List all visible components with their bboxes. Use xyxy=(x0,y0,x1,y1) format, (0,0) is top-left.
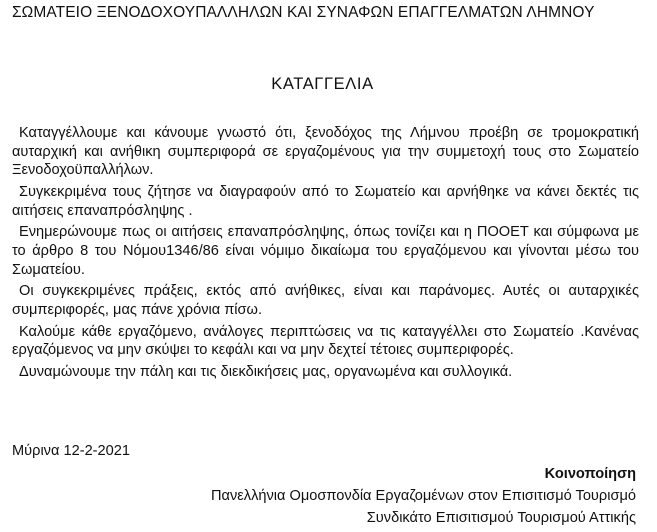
organization-name: ΣΩΜΑΤΕΙΟ ΞΕΝΟΔΟΧΟΥΠΑΛΛΗΛΩΝ ΚΑΙ ΣΥΝΑΦΩΝ ΕΠΑΓΓΕΛΜΑΤΩΝ ΛΗΜΝΟΥ xyxy=(12,4,595,21)
cc-title: Κοινοποίηση xyxy=(544,466,636,482)
document-date: Μύρινα 12-2-2021 xyxy=(12,443,131,459)
cc-recipient: Πανελλήνια Ομοσπονδία Εργαζομένων στον Επισιτισμό Τουρισμό xyxy=(211,488,636,504)
paragraph-complaint: Καταγγέλλουμε και κάνουμε γνωστό ότι, ξενοδόχος της Λήμνου προέβη σε τρομοκρατική αυταρχική και ανήθικη συμπεριφορά σε εργαζομένους για την συμμετοχή τους στο Σωματείο Ξενοδοχοϋπαλλήλων. xyxy=(12,125,639,179)
paragraph-legal-right: Ενημερώνουμε πως οι αιτήσεις επαναπρόσληψης, όπως τονίζει και η ΠΟΟΕΤ και σύμφωνα με το άρθρο 8 του Νόμου1346/86 είναι νόμιμο δικαίωμα του εργαζόμενου και γίνονται μέσω του Σωματείου. xyxy=(12,224,639,278)
cc-block xyxy=(211,463,636,529)
document-heading: ΚΑΤΑΓΓΕΛΙΑ xyxy=(271,75,374,93)
cc-recipient: Συνδικάτο Επισιτισμού Τουρισμού Αττικής xyxy=(366,510,636,526)
paragraph-details: Συγκεκριμένα τους ζήτησε να διαγραφούν από το Σωματείο και αρνήθηκε να κάνει δεκτές τις αιτήσεις επαναπρόσληψης . xyxy=(12,183,639,219)
paragraph-call-to-workers: Καλούμε κάθε εργαζόμενο, ανάλογες περιπτώσεις να τις καταγγέλλει στο Σωματείο .Κανένας εργαζόμενος να μην σκύψει το κεφάλι και να μην δεχτεί τέτοιες συμπεριφορές. xyxy=(12,323,639,359)
document-body xyxy=(12,124,639,385)
paragraph-closing: Δυναμώνουμε την πάλη και τις διεκδικήσεις μας, οργανωμένα και συλλογικά. xyxy=(19,364,513,381)
paragraph-illegal-acts: Οι συγκεκριμένες πράξεις, εκτός από ανήθικες, είναι και παράνομες. Αυτές οι αυταρχικές συμπεριφορές, μας πάνε χρόνια πίσω. xyxy=(12,283,639,318)
